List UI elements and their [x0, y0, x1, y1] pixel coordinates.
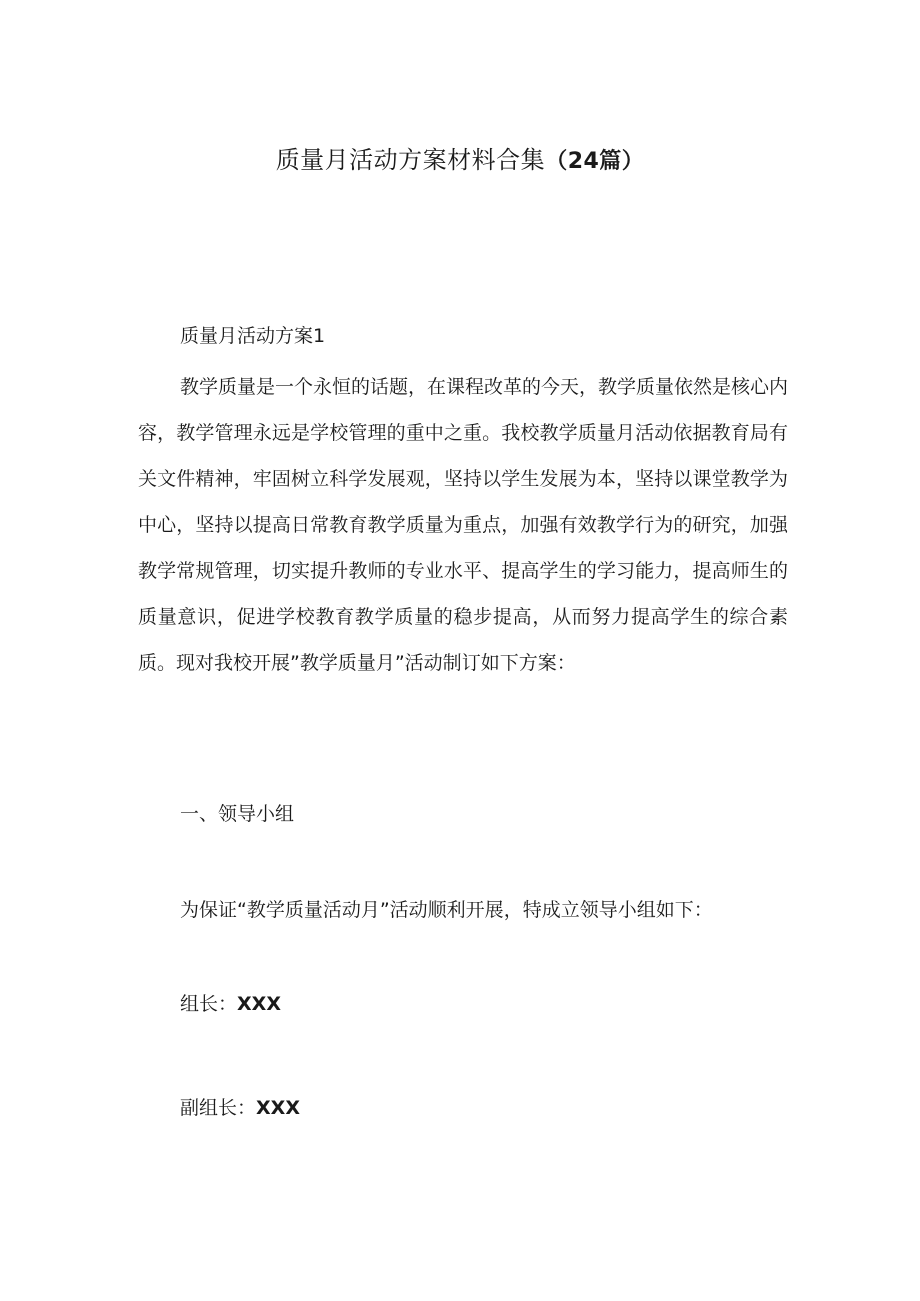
body-paragraph: 教学质量是一个永恒的话题，在课程改革的今天，教学质量依然是核心内容，教学管理永远是学校管理的重中之重。我校教学质量月活动依据教育局有关文件精神，牢固树立科学发展观，坚持以学生发展为本，坚持以课堂教学为中心，坚持以提高日常教育教学质量为重点，加强有效教学行为的研究，加强教学常规管理，切实提升教师的专业水平、提高学生的学习能力，提高师生的质量意识，促进学校教育教学质量的稳步提高，从而努力提高学生的综合素质。现对我校开展”教学质量月”活动制订如下方案： [138, 376, 789, 674]
leader-value: XXX [237, 993, 281, 1015]
leader-line [180, 986, 281, 1022]
document-title-main: 质量月活动方案材料合集 [275, 146, 546, 174]
deputy-leader-value: XXX [256, 1097, 300, 1119]
document-title [0, 142, 920, 180]
subheading-leadership-group: 一、领导小组 [180, 803, 295, 825]
section-heading: 质量月活动方案1 [180, 325, 326, 347]
intro-line: 为保证“教学质量活动月”活动顺利开展，特成立领导小组如下： [180, 899, 713, 921]
deputy-leader-label: 副组长： [180, 1097, 257, 1119]
document-title-count: （24篇） [545, 149, 645, 174]
leader-label: 组长： [180, 993, 238, 1015]
deputy-leader-line [180, 1090, 300, 1126]
